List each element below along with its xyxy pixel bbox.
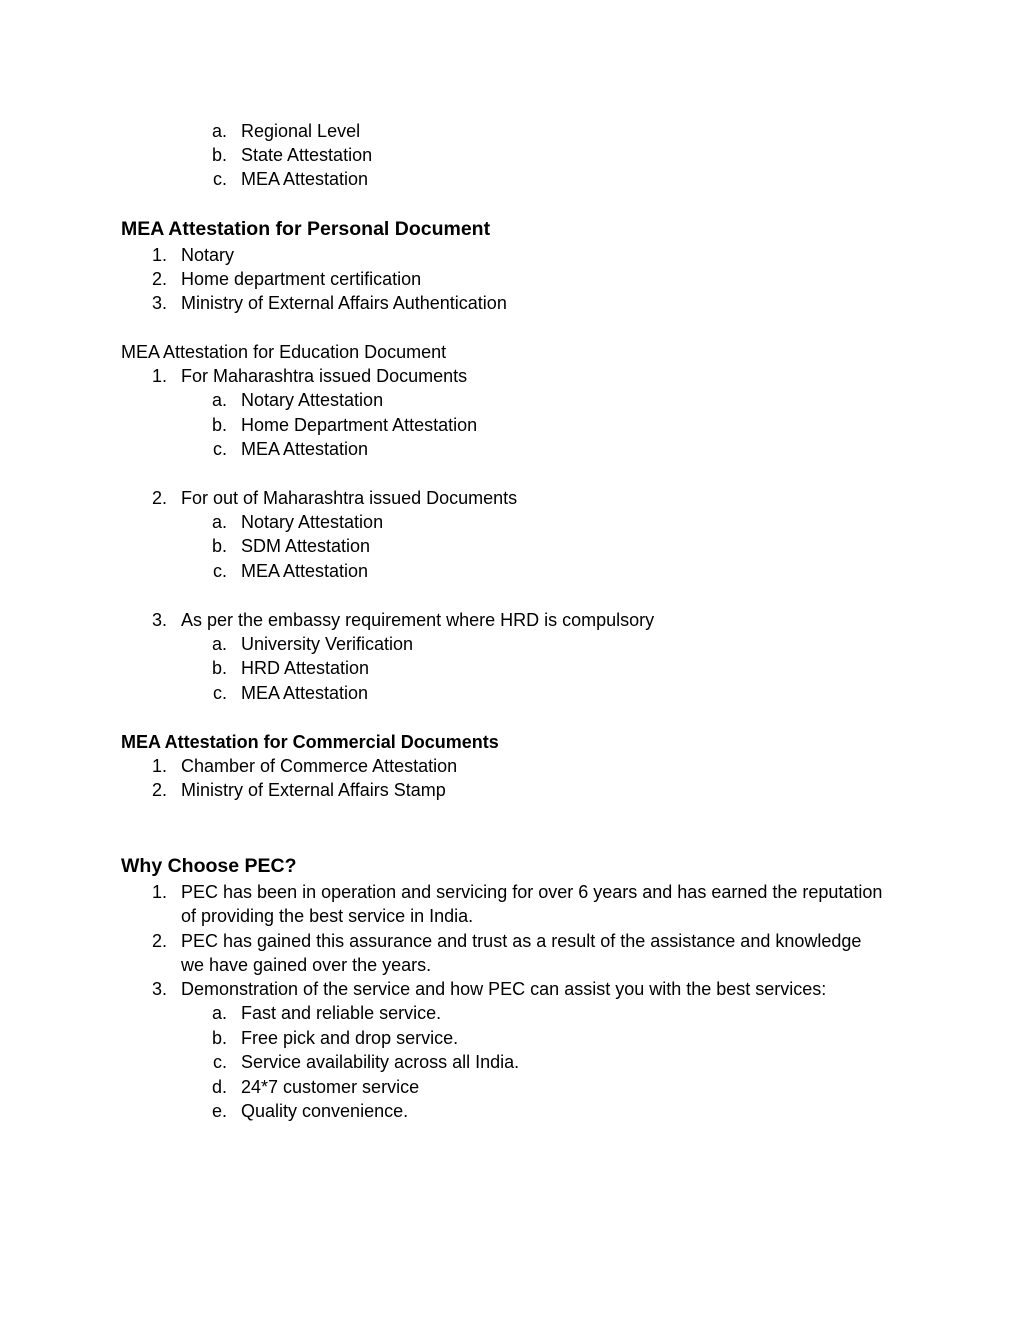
list-marker: 1. <box>151 245 167 265</box>
section-heading: Why Choose PEC? <box>121 855 297 877</box>
list-item: Quality convenience. <box>241 1101 409 1121</box>
list-marker: 2. <box>151 780 167 800</box>
list-marker: a. <box>211 390 227 410</box>
list-item: Notary Attestation <box>241 390 384 410</box>
list-marker: c. <box>212 1052 227 1072</box>
list-item: Home Department Attestation <box>241 415 478 435</box>
list-item: Fast and reliable service. <box>241 1003 442 1023</box>
list-item-continuation: we have gained over the years. <box>181 955 432 975</box>
list-item: State Attestation <box>241 145 373 165</box>
list-item: Chamber of Commerce Attestation <box>181 756 458 776</box>
list-marker: 2. <box>151 269 167 289</box>
list-marker: c. <box>212 561 227 581</box>
list-item: Notary Attestation <box>241 512 384 532</box>
list-item: Ministry of External Affairs Stamp <box>181 780 446 800</box>
list-marker: 2. <box>151 488 167 508</box>
list-marker: c. <box>212 683 227 703</box>
list-marker: 2. <box>151 931 167 951</box>
list-marker: 3. <box>151 610 167 630</box>
list-marker: 1. <box>151 366 167 386</box>
section-heading: MEA Attestation for Commercial Documents <box>121 732 499 752</box>
list-marker: b. <box>211 536 227 556</box>
list-item: Home department certification <box>181 269 422 289</box>
list-marker: c. <box>212 169 227 189</box>
list-marker: 1. <box>151 756 167 776</box>
list-item: Ministry of External Affairs Authentication <box>181 293 507 313</box>
list-marker: a. <box>211 121 227 141</box>
section-heading: MEA Attestation for Education Document <box>121 342 447 362</box>
list-marker: b. <box>211 1028 227 1048</box>
list-item: PEC has gained this assurance and trust as a result of the assistance and knowledge <box>181 931 862 951</box>
list-item: Free pick and drop service. <box>241 1028 459 1048</box>
list-item: Demonstration of the service and how PEC can assist you with the best services: <box>181 979 827 999</box>
list-marker: 1. <box>151 882 167 902</box>
list-marker: a. <box>211 512 227 532</box>
list-marker: d. <box>211 1077 227 1097</box>
list-marker: b. <box>211 658 227 678</box>
list-item: MEA Attestation <box>241 683 369 703</box>
list-item: For Maharashtra issued Documents <box>181 366 468 386</box>
list-marker: e. <box>211 1101 227 1121</box>
list-item: Regional Level <box>241 121 361 141</box>
list-item: SDM Attestation <box>241 536 371 556</box>
list-item-continuation: of providing the best service in India. <box>181 906 474 926</box>
list-item: University Verification <box>241 634 414 654</box>
list-marker: b. <box>211 415 227 435</box>
list-marker: a. <box>211 634 227 654</box>
list-item: 24*7 customer service <box>241 1077 420 1097</box>
list-item: Notary <box>181 245 235 265</box>
list-marker: a. <box>211 1003 227 1023</box>
list-marker: b. <box>211 145 227 165</box>
list-marker: 3. <box>151 979 167 999</box>
list-item: As per the embassy requirement where HRD is compulsory <box>181 610 655 630</box>
list-item: HRD Attestation <box>241 658 370 678</box>
list-item: For out of Maharashtra issued Documents <box>181 488 518 508</box>
list-item: MEA Attestation <box>241 169 369 189</box>
list-item: MEA Attestation <box>241 439 369 459</box>
section-heading: MEA Attestation for Personal Document <box>121 218 491 240</box>
list-item: PEC has been in operation and servicing for over 6 years and has earned the reputation <box>181 882 883 902</box>
list-item: Service availability across all India. <box>241 1052 520 1072</box>
list-marker: c. <box>212 439 227 459</box>
list-marker: 3. <box>151 293 167 313</box>
list-item: MEA Attestation <box>241 561 369 581</box>
